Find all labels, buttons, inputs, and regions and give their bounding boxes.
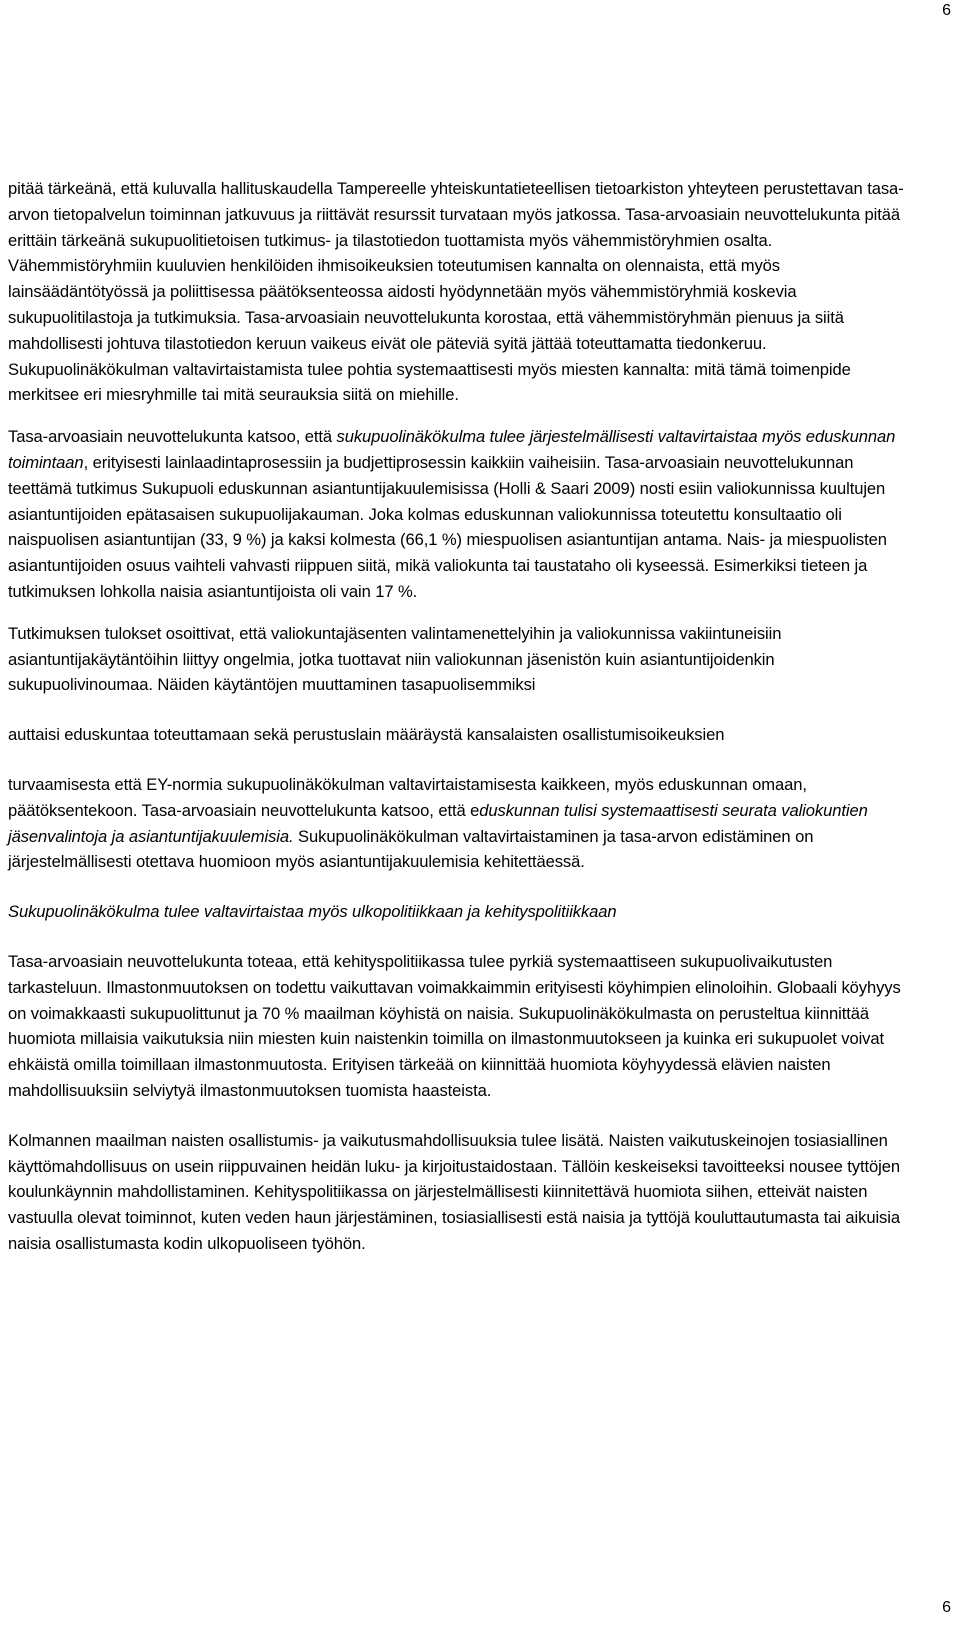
paragraph-2-text-a: Tasa-arvoasiain neuvottelukunta katsoo, että	[8, 427, 337, 447]
spacer	[8, 698, 908, 722]
page-number-bottom: 6	[942, 1599, 951, 1616]
spacer	[8, 925, 908, 949]
spacer	[8, 875, 908, 899]
paragraph-4: Tasa-arvoasiain neuvottelukunta toteaa, että kehityspolitiikassa tulee pyrkiä systemaattiseen sukupuolivaikutusten tarkasteluun. Ilmastonmuutoksen on todettu vaikuttavan voimakkaimmin erityisesti köyhimpien elinoloihin. Globaali köyhyys on voimakkaasti sukupuolittunut ja 70 % maailman köyhistä on naisia. Sukupuolinäkökulmasta on perusteltua kiinnittää huomiota millaisia vaikutuksia niin miesten kuin naistenkin toimilla on ilmastonmuutokseen ja kuinka eri sukupuolet voivat ehkäistä omilla toimillaan ilmastonmuutosta. Erityisen tärkeää on kiinnittää huomiota köyhyydessä elävien naisten mahdollisuuksiin selviytyä ilmastonmuutoksen tuomista haasteista.	[8, 951, 901, 1100]
spacer	[8, 1104, 908, 1128]
paragraph-3-part-1: Tutkimuksen tulokset osoittivat, että valiokuntajäsenten valintamenettelyihin ja valiokunnissa vakiintuneisiin asiantuntijakäytäntöihin liittyy ongelmia, jotka tuottavat niin valiokunnan jäsenistön kuin asiantuntijoidenkin sukupuolivinoumaa. Näiden käytäntöjen muuttaminen tasapuolisemmiksi	[8, 623, 782, 695]
document-body	[8, 176, 908, 1257]
paragraph-2	[8, 424, 908, 605]
spacer	[8, 605, 908, 621]
spacer	[8, 748, 908, 772]
spacer	[8, 408, 908, 424]
paragraph-2-text-b: , erityisesti lainlaadintaprosessiin ja budjettiprosessin kaikkiin vaiheisiin. Tasa-arvoasiain neuvottelukunnan teettämä tutkimus Sukupuoli eduskunnan asiantuntijakuulemisissa (Holli & Saari 2009) nosti esiin valiokunnissa kuultujen asiantuntijoiden epätasaisen sukupuolijakauman. Joka kolmas eduskunnan valiokunnissa toteutettu konsultaatio oli naispuolisen asiantuntijan (33, 9 %) ja kaksi kolmesta (66,1 %) miespuolisen asiantuntijan antama. Nais- ja miespuolisten asiantuntijoiden osuus vaihteli vahvasti riippuen siitä, mikä valiokunta tai taustataho oli kyseessä. Esimerkiksi tieteen ja tutkimuksen lohkolla naisia asiantuntijoista oli vain 17 %.	[8, 452, 887, 601]
section-heading: Sukupuolinäkökulma tulee valtavirtaistaa myös ulkopolitiikkaan ja kehityspolitiikkaan	[8, 902, 617, 922]
paragraph-5: Kolmannen maailman naisten osallistumis- ja vaikutusmahdollisuuksia tulee lisätä. Naisten vaikutuskeinojen tosiasiallinen käyttömahdollisuus on usein riippuvainen heidän luku- ja kirjoitustaidostaan. Tällöin keskeiseksi tavoitteeksi nousee tyttöjen koulunkäynnin mahdollistaminen. Kehityspolitiikassa on järjestelmällisesti kiinnitettävä huomiota siihen, etteivät naisten vastuulla olevat toiminnot, kuten veden haun järjestäminen, tosiasiallisesti estä naisia ja tyttöjä kouluttautumasta tai aikuisia naisia osallistumasta kodin ulkopuoliseen työhön.	[8, 1130, 900, 1253]
page-number-top: 6	[942, 2, 951, 19]
paragraph-3-part-3	[8, 772, 908, 875]
paragraph-2-emphasis: sukupuolinäkökulma tulee järjestelmällisesti valtavirtaistaa myös eduskunnan toimintaan	[8, 427, 896, 472]
paragraph-3-emphasis: duskunnan tulisi systemaattisesti seurata valiokuntien jäsenvalintoja ja asiantuntijakuulemisia.	[8, 800, 868, 846]
paragraph-3-text-b: Sukupuolinäkökulman valtavirtaistaminen ja tasa-arvon edistäminen on järjestelmällisesti otettava huomioon myös asiantuntijakuulemisia kehitettäessä.	[8, 826, 814, 872]
paragraph-3-text-a: turvaamisesta että EY-normia sukupuolinäkökulman valtavirtaistamisesta kaikkeen, myös eduskunnan omaan, päätöksentekoon. Tasa-arvoasiain neuvottelukunta katsoo, että e	[8, 774, 807, 820]
paragraph-1: pitää tärkeänä, että kuluvalla hallituskaudella Tampereelle yhteiskuntatieteellisen tietoarkiston yhteyteen perustettavan tasa-arvon tietopalvelun toiminnan jatkuvuus ja riittävät resurssit turvataan myös jatkossa. Tasa-arvoasiain neuvottelukunta pitää erittäin tärkeänä sukupuolitietoisen tutkimus- ja tilastotiedon tuottamista myös vähemmistöryhmien osalta. Vähemmistöryhmiin kuuluvien henkilöiden ihmisoikeuksien toteutumisen kannalta on olennaista, että myös lainsäädäntötyössä ja poliittisessa päätöksenteossa aidosti hyödynnetään myös vähemmistöryhmiä koskevia sukupuolitilastoja ja tutkimuksia. Tasa-arvoasiain neuvottelukunta korostaa, että vähemmistöryhmän pienuus ja siitä mahdollisesti johtuva tilastotiedon keruun vaikeus eivät ole päteviä syitä jättää toteuttamatta tiedonkeruu. Sukupuolinäkökulman valtavirtaistamista tulee pohtia systemaattisesti myös miesten kannalta: mitä tämä toimenpide merkitsee eri miesryhmille tai mitä seurauksia siitä on miehille.	[8, 179, 904, 405]
paragraph-3-part-2: auttaisi eduskuntaa toteuttamaan sekä perustuslain määräystä kansalaisten osallistumisoikeuksien	[8, 725, 725, 745]
